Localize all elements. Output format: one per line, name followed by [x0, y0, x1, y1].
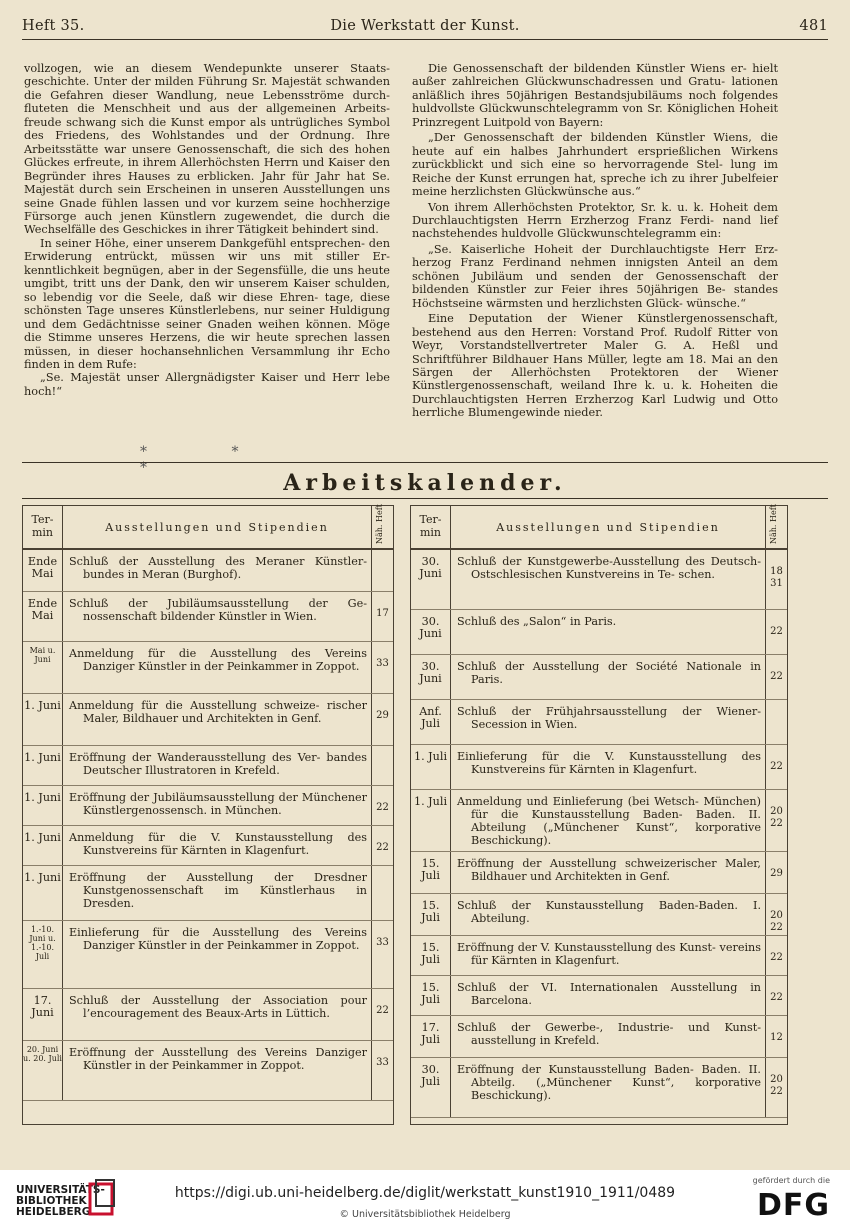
event-cell: Einlieferung für die Ausstellung des Vereins Danziger Künstler in der Peinkammer in Zoppot. — [69, 926, 367, 952]
heft-cell: 20 22 — [765, 1058, 787, 1117]
divider — [22, 498, 828, 499]
table-row — [23, 866, 393, 921]
termin-cell: 1.-10. Juni u. 1.-10. Juli — [23, 921, 63, 988]
event-cell: Schluß der Gewerbe-, Industrie- und Kunst- ausstellung in Krefeld. — [457, 1021, 761, 1047]
paragraph: Die Genossenschaft der bildenden Künstler Wiens er- hielt außer zahlreichen Glückwunschadressen und Gratu- lationen anläßlich ihres 50jährigen Bestandsjubiläums noch folgendes huldvollste Glückwunschtelegramm von Sr. Königlichen Hoheit Prinzregent Luitpold von Bayern: — [412, 62, 778, 129]
table-row — [411, 894, 787, 936]
table-row — [411, 655, 787, 700]
termin-cell: 17. Juli — [411, 1016, 451, 1057]
termin-cell: Anf. Juli — [411, 700, 451, 744]
table-row — [411, 1016, 787, 1058]
table-body — [23, 550, 393, 1101]
table-row — [411, 700, 787, 745]
termin-cell: 30. Juni — [411, 610, 451, 654]
event-cell: Schluß der Jubiläumsausstellung der Ge- nossenschaft bildender Künstler in Wien. — [69, 597, 367, 623]
calendar-table-left — [22, 505, 394, 1125]
table-row — [23, 592, 393, 642]
table-row — [411, 976, 787, 1016]
left-text-column — [24, 62, 390, 398]
event-cell: Schluß der Kunstausstellung Baden-Baden. I. Abteilung. — [457, 899, 761, 925]
heft-cell: 22 — [765, 976, 787, 1015]
event-cell: Schluß der Ausstellung der Association pour l’encouragement des Beaux-Arts in Lüttich. — [69, 994, 367, 1020]
table-row — [411, 1058, 787, 1118]
table-row — [23, 786, 393, 826]
library-name: UNIVERSITÄTS- BIBLIOTHEK HEIDELBERG — [16, 1184, 105, 1218]
stars-text: * * * — [140, 444, 279, 476]
event-cell: Anmeldung und Einlieferung (bei Wetsch- München) für die Kunstausstellung Baden- Baden. II. Abteilung („Münchener Kunst“, korporative Beschickung). — [457, 795, 761, 847]
event-cell: Schluß der Ausstellung des Meraner Künstler- bundes in Meran (Burghof). — [69, 555, 367, 581]
permalink-link[interactable]: https://digi.ub.uni-heidelberg.de/diglit/werkstatt_kunst1910_1911/0489 — [174, 1185, 676, 1201]
termin-cell: 17. Juni — [23, 989, 63, 1040]
table-row — [23, 826, 393, 866]
table-row — [23, 694, 393, 746]
event-cell: Eröffnung der Jubiläumsausstellung der Münchener Künstlergenossensch. in München. — [69, 791, 367, 817]
termin-cell: Mai u. Juni — [23, 642, 63, 693]
table-row — [23, 989, 393, 1041]
page-number: 481 — [799, 18, 828, 34]
heft-cell — [765, 700, 787, 744]
event-cell: Schluß der Ausstellung der Société Nationale in Paris. — [457, 660, 761, 686]
termin-cell: 1. Juni — [23, 866, 63, 920]
journal-title: Die Werkstatt der Kunst. — [330, 18, 520, 34]
table-header — [23, 506, 393, 550]
heft-cell: 20 22 — [765, 894, 787, 935]
calendar-table-right — [410, 505, 788, 1125]
heft-cell: 12 — [765, 1016, 787, 1057]
event-cell: Anmeldung für die V. Kunstausstellung des Kunstvereins für Kärnten in Klagenfurt. — [69, 831, 367, 857]
heft-cell — [371, 550, 393, 591]
funded-by-label: gefördert durch die — [752, 1176, 830, 1185]
event-cell: Eröffnung der Ausstellung schweizerischer Maler, Bildhauer und Architekten in Genf. — [457, 857, 761, 883]
heft-cell: 22 — [371, 989, 393, 1040]
table-row — [411, 936, 787, 976]
termin-cell: 30. Juli — [411, 1058, 451, 1117]
termin-cell: 1. Juni — [23, 826, 63, 865]
event-cell: Anmeldung für die Ausstellung schweize- rischer Maler, Bildhauer und Architekten in Genf. — [69, 699, 367, 725]
heft-cell: 29 — [371, 694, 393, 745]
termin-cell: 1. Juni — [23, 786, 63, 825]
termin-cell: 15. Juli — [411, 894, 451, 935]
termin-cell: 15. Juli — [411, 936, 451, 975]
table-header — [411, 506, 787, 550]
heft-cell: 22 — [765, 655, 787, 699]
termin-cell: Ende Mai — [23, 550, 63, 591]
termin-cell: 1. Juni — [23, 694, 63, 745]
event-cell: Eröffnung der Ausstellung des Vereins Danziger Künstler in der Peinkammer in Zoppot. — [69, 1046, 367, 1072]
event-cell: Eröffnung der V. Kunstausstellung des Kunst- vereins für Kärnten in Klagenfurt. — [457, 941, 761, 967]
dfg-logo: DFG — [756, 1188, 830, 1223]
main-header: Ausstellungen und Stipendien — [496, 521, 720, 534]
heft-cell: 17 — [371, 592, 393, 641]
copyright-notice: © Universitätsbibliothek Heidelberg — [339, 1209, 511, 1220]
heft-cell: 22 — [765, 745, 787, 789]
termin-cell: 30. Juni — [411, 550, 451, 609]
termin-cell: Ende Mai — [23, 592, 63, 641]
table-row — [411, 550, 787, 610]
paragraph: vollzogen, wie an diesem Wendepunkte unserer Staats- geschichte. Unter der milden Führung Sr. Majestät schwanden die Gefahren dieser Wandlung, neue Lebensströme durch- fluteten die Menschheit und aus der allgemeinen Arbeits- freude schwang sich die Kunst empor als untrügliches Symbol des Friedens, des Wohlstandes und der Ordnung. Ihre Arbeitsstätte war unsere Genossenschaft, die sich des hohen Glückes erfreute, in ihrem Allerhöchsten Herrn und Kaiser den Begründer ihres Hauses zu erblicken. Jahr für Jahr hat Se. Majestät durch sein Erscheinen in unseren Ausstellungen uns seine Gnade fühlen lassen und vor kurzem seine hochherzige Fürsorge auch jenen Künstlern zugewendet, die durch die Wechselfälle des Geschickes in ihrer Tätigkeit behindert sind. — [24, 62, 390, 237]
heft-cell: 33 — [371, 1041, 393, 1100]
running-header — [22, 14, 828, 40]
heft-header: Näh. Heft — [371, 506, 393, 548]
heft-cell — [371, 866, 393, 920]
heft-cell: 33 — [371, 642, 393, 693]
table-body — [411, 550, 787, 1118]
heft-cell: 18 31 — [765, 550, 787, 609]
termin-cell: 1. Juli — [411, 745, 451, 789]
table-row — [411, 610, 787, 655]
paragraph: In seiner Höhe, einer unserem Dankgefühl entsprechen- den Erwiderung entrückt, müssen wir uns mit stiller Er- kenntlichkeit begnügen, aber in der Segensfülle, die uns heute umgibt, tritt uns der Dank, den wir unserem Kaiser schulden, so lebendig vor die Seele, daß wir diese Ehren- tage, diese schönsten Tage unseres Künstlerlebens, nur seiner Huldigung und dem Gedächtnisse seiner Gnaden weihen können. Möge die Stimme unseres Herzens, die wir heute sprechen lassen müssen, in dieser hochansehnlichen Versammlung ihr Echo finden in dem Rufe: — [24, 236, 390, 371]
termin-cell: 20. Juni u. 20. Juli — [23, 1041, 63, 1100]
main-header: Ausstellungen und Stipendien — [105, 521, 329, 534]
heft-cell: 29 — [765, 852, 787, 893]
heft-cell: 22 — [371, 826, 393, 865]
table-row — [23, 550, 393, 592]
termin-cell: 1. Juni — [23, 746, 63, 785]
heft-cell — [371, 746, 393, 785]
paragraph: „Se. Kaiserliche Hoheit der Durchlauchtigste Herr Erz- herzog Franz Ferdinand nehmen innigsten Anteil an dem schönen Jubiläum und senden der Genossenschaft der bildenden Künstler zur Feier ihres 50jährigen Be- standes Höchstseine wärmsten und herzlichsten Glück- wünsche.“ — [412, 242, 778, 310]
event-cell: Einlieferung für die V. Kunstausstellung des Kunstvereins für Kärnten in Klagenfurt. — [457, 750, 761, 776]
event-cell: Eröffnung der Ausstellung der Dresdner Kunstgenossenschaft im Künstlerhaus in Dresden. — [69, 871, 367, 910]
heft-cell: 22 — [765, 610, 787, 654]
event-cell: Schluß der Frühjahrsausstellung der Wiener- Secession in Wien. — [457, 705, 761, 731]
termin-header: Ter- min — [23, 506, 63, 548]
heft-cell: 22 — [765, 936, 787, 975]
table-row — [411, 745, 787, 790]
table-row — [23, 746, 393, 786]
table-row — [23, 1041, 393, 1101]
table-row — [411, 790, 787, 852]
event-cell: Eröffnung der Kunstausstellung Baden- Baden. II. Abteilg. („Münchener Kunst“, korporative Beschickung). — [457, 1063, 761, 1102]
paragraph: Von ihrem Allerhöchsten Protektor, Sr. k. u. k. Hoheit dem Durchlauchtigsten Herrn Erzherzog Franz Ferdi- nand lief nachstehendes huldvolle Glückwunschtelegramm ein: — [412, 200, 778, 241]
event-cell: Eröffnung der Wanderausstellung des Ver- bandes Deutscher Illustratoren in Krefeld. — [69, 751, 367, 777]
event-cell: Schluß der Kunstgewerbe-Ausstellung des Deutsch-Ostschlesischen Kunstvereins in Te- schen. — [457, 555, 761, 581]
paragraph: „Se. Majestät unser Allergnädigster Kaiser und Herr lebe hoch!“ — [24, 371, 390, 398]
heft-header: Näh. Heft — [765, 506, 787, 548]
heft-cell: 22 — [371, 786, 393, 825]
paragraph: „Der Genossenschaft der bildenden Künstler Wiens, die heute auf ein halbes Jahrhundert ersprießlichen Wirkens zurückblickt und sich eine so hervorragende Stel- lung im Reiche der Kunst errungen hat, spreche ich zu ihrer Jubelfeier meine herzlichsten Glückwünsche aus.“ — [412, 131, 778, 199]
divider — [22, 462, 828, 463]
heft-cell: 20 22 — [765, 790, 787, 851]
termin-cell: 30. Juni — [411, 655, 451, 699]
event-cell: Anmeldung für die Ausstellung des Vereins Danziger Künstler in der Peinkammer in Zoppot. — [69, 647, 367, 673]
event-cell: Schluß des „Salon“ in Paris. — [457, 615, 617, 628]
heft-cell: 33 — [371, 921, 393, 988]
termin-cell: 15. Juli — [411, 852, 451, 893]
event-cell: Schluß der VI. Internationalen Ausstellung in Barcelona. — [457, 981, 761, 1007]
viewer-footer — [0, 1170, 850, 1232]
termin-cell: 1. Juli — [411, 790, 451, 851]
table-row — [23, 921, 393, 989]
termin-header: Ter- min — [411, 506, 451, 548]
termin-cell: 15. Juli — [411, 976, 451, 1015]
table-row — [23, 642, 393, 694]
issue-number: Heft 35. — [22, 18, 85, 34]
table-row — [411, 852, 787, 894]
calendar-title: Arbeitskalender. — [283, 470, 567, 496]
paragraph: Eine Deputation der Wiener Künstlergenossenschaft, bestehend aus den Herren: Vorstand Prof. Rudolf Ritter von Weyr, Vorstandstellvertreter Maler G. A. Heßl und Schriftführer Bildhauer Hans Müller, legte am 18. Mai an den Särgen der Allerhöchsten Protektoren der Wiener Künstlergenossenschaft, weiland Ihre k. u. k. Hoheiten die Durchlauchtigsten Herren Erzherzog Karl Ludwig und Otto herrliche Blumengewinde nieder. — [412, 312, 778, 420]
right-text-column — [412, 62, 778, 420]
